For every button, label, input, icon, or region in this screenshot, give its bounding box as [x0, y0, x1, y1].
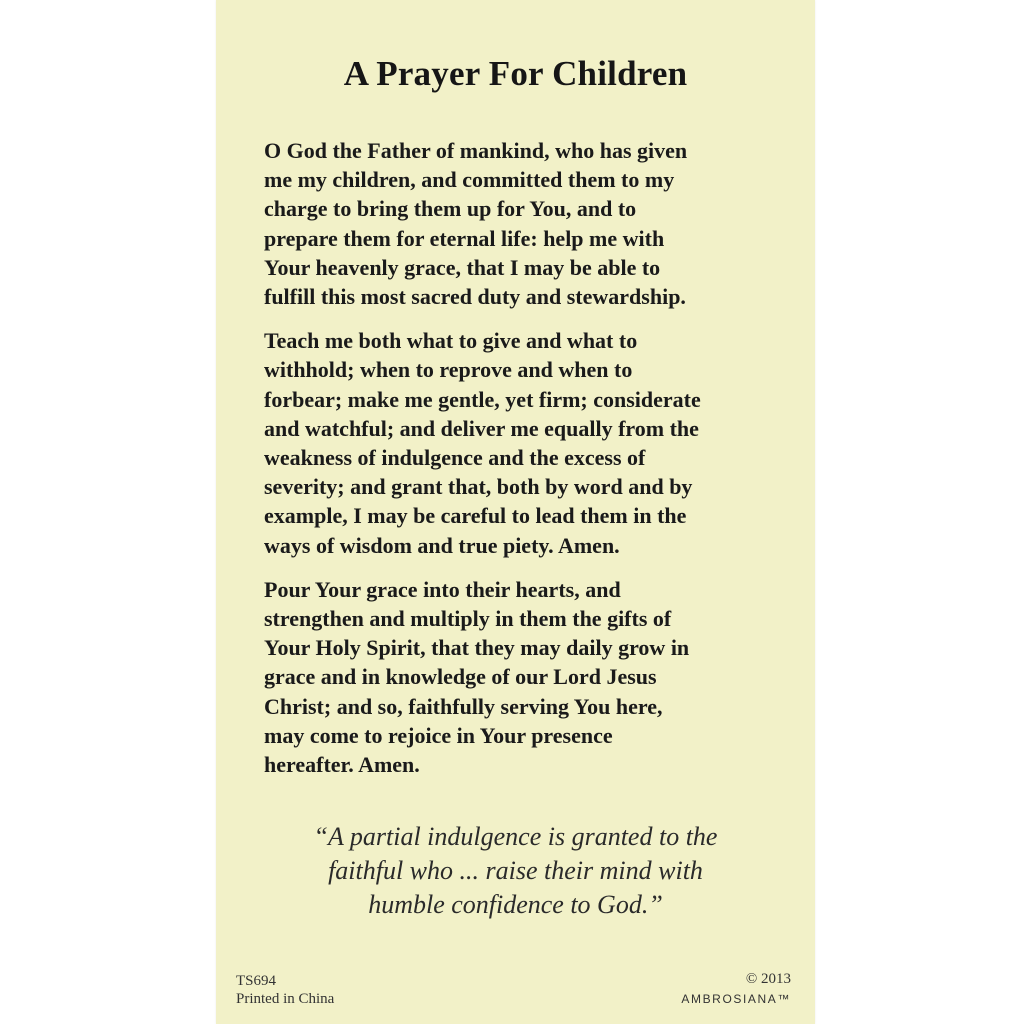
footer-left [236, 972, 334, 1008]
quote-line: faithful who ... raise their mind with [328, 856, 703, 885]
prayer-line: weakness of indulgence and the excess of [264, 445, 646, 471]
prayer-body [264, 136, 764, 794]
prayer-line: O God the Father of mankind, who has given [264, 138, 688, 163]
prayer-line: withhold; when to reprove and when to [264, 357, 633, 383]
prayer-line: Your heavenly grace, that I may be able to [264, 254, 661, 280]
prayer-line: me my children, and committed them to my [264, 167, 675, 193]
prayer-line: strengthen and multiply in them the gifts of [264, 606, 672, 632]
prayer-line: fulfill this most sacred duty and stewardship. [264, 284, 686, 310]
prayer-card [216, 0, 815, 1024]
prayer-line: and watchful; and deliver me equally from the [264, 415, 699, 441]
prayer-line: example, I may be careful to lead them in the [264, 503, 687, 529]
prayer-paragraph [264, 326, 764, 560]
prayer-line: Christ; and so, faithfully serving You here, [264, 693, 663, 719]
prayer-line: Your Holy Spirit, that they may daily grow in [264, 635, 690, 661]
prayer-line: may come to rejoice in Your presence [264, 722, 613, 748]
prayer-title: A Prayer For Children [343, 54, 688, 93]
prayer-line: Teach me both what to give and what to [264, 328, 638, 354]
indulgence-quote [216, 820, 815, 922]
quote-line: humble confidence to God.” [368, 890, 663, 919]
prayer-line: severity; and grant that, both by word and by [264, 474, 693, 500]
prayer-line: prepare them for eternal life: help me with [264, 225, 665, 251]
prayer-paragraph [264, 136, 764, 311]
prayer-line: ways of wisdom and true piety. Amen. [264, 532, 620, 558]
brand-logo-text: AMBROSIANA™ [681, 992, 791, 1006]
prayer-line: grace and in knowledge of our Lord Jesus [264, 664, 657, 690]
footer-right [681, 970, 791, 1008]
prayer-line: Pour Your grace into their hearts, and [264, 576, 621, 602]
prayer-paragraph [264, 575, 764, 779]
product-code: TS694 [236, 973, 277, 989]
printed-in: Printed in China [236, 991, 335, 1007]
prayer-line: hereafter. Amen. [264, 752, 420, 778]
copyright-notice: © 2013 [745, 971, 791, 987]
prayer-line: forbear; make me gentle, yet firm; considerate [264, 386, 701, 412]
prayer-line: charge to bring them up for You, and to [264, 196, 637, 222]
quote-line: “A partial indulgence is granted to the [313, 822, 718, 851]
